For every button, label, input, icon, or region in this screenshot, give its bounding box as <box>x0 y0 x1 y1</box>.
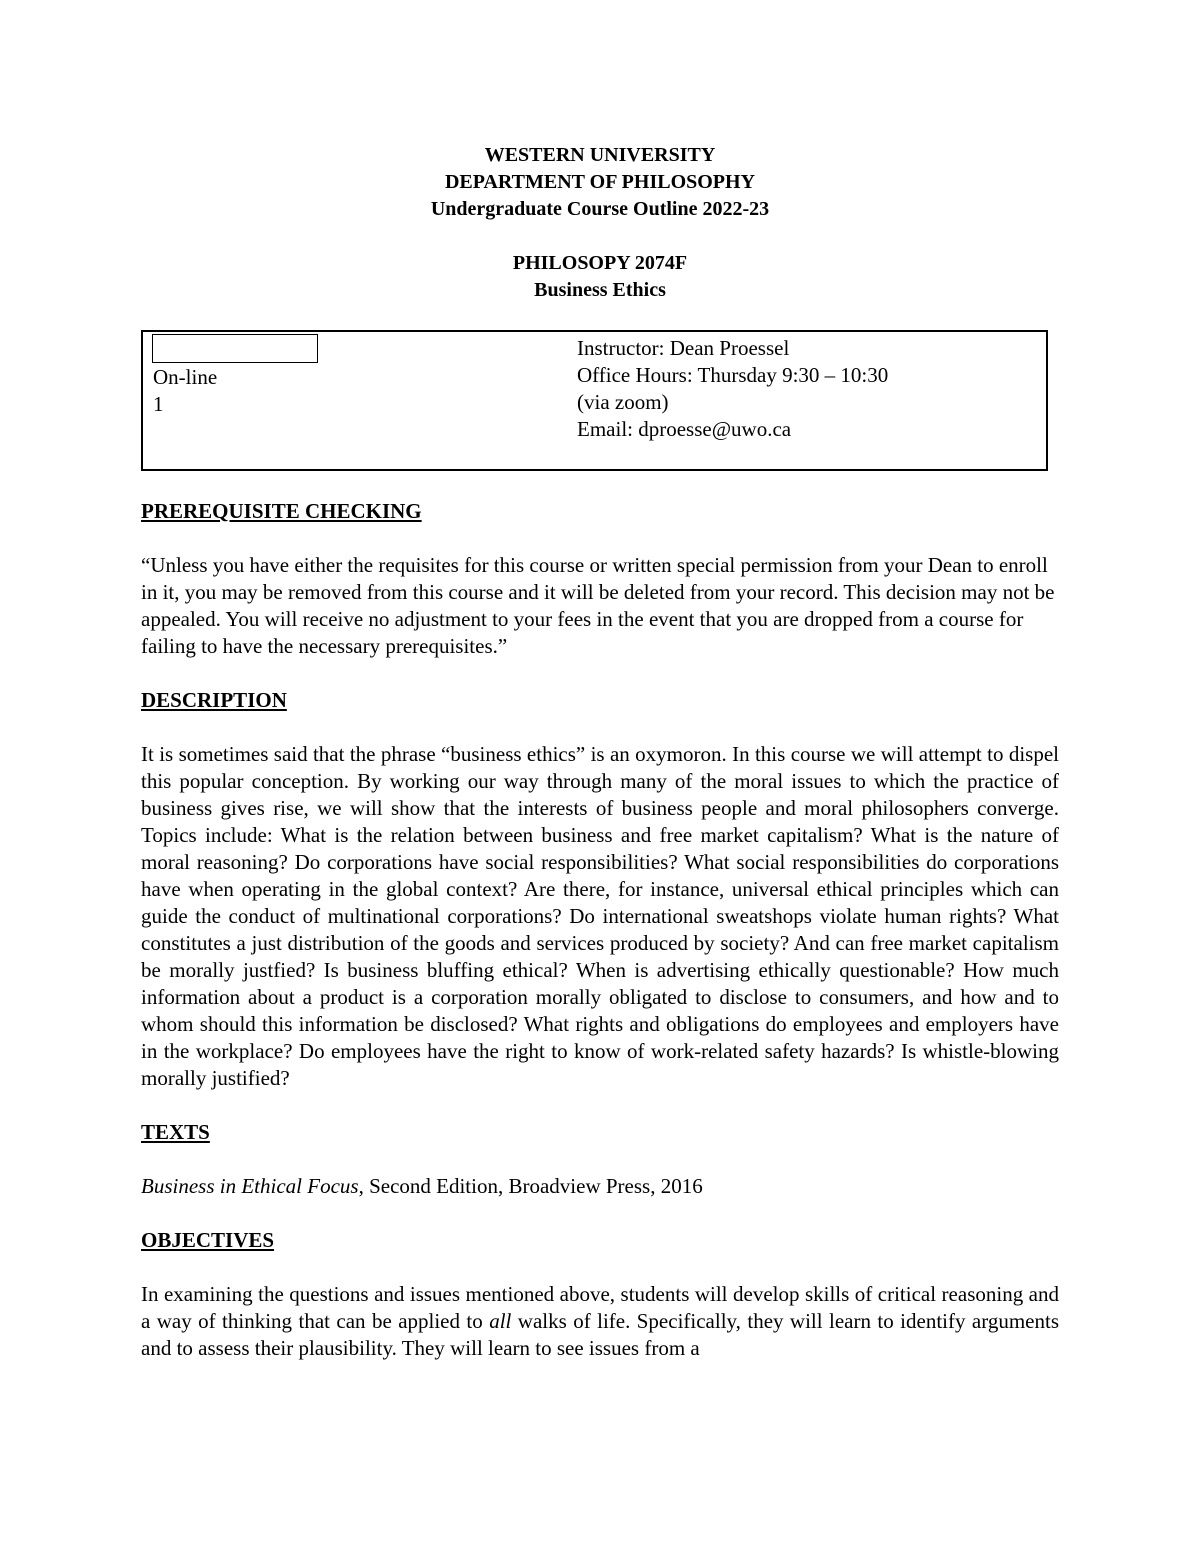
book-details: , Second Edition, Broadview Press, 2016 <box>358 1174 703 1198</box>
description-text: It is sometimes said that the phrase “business ethics” is an oxymoron. In this course we will attempt to dispel this popular conception. By working our way through many of the moral issues to which the practice of business gives rise, we will show that the interests of business people and moral philosophers converge. Topics include: What is the relation between business and free market capitalism? What is the nature of moral reasoning? Do corporations have social responsibilities? What social responsibilities do corporations have when operating in the global context? Are there, for instance, universal ethical principles which can guide the conduct of multinational corporations? Do international sweatshops violate human rights? What constitutes a just distribution of the goods and services produced by society? And can free market capitalism be morally justfied? Is business bluffing ethical? When is advertising ethically questionable? How much information about a product is a corporation morally obligated to disclose to consumers, and how and to whom should this information be disclosed? What rights and obligations do employees and employers have in the workplace? Do employees have the right to know of work-related safety hazards? Is whistle-blowing morally justified? <box>141 742 1059 1090</box>
instructor-name: Instructor: Dean Proessel <box>577 336 790 360</box>
university-name: WESTERN UNIVERSITY <box>484 144 716 166</box>
office-hours: Office Hours: Thursday 9:30 – 10:30 <box>577 363 889 387</box>
outline-title: Undergraduate Course Outline 2022-23 <box>430 198 770 220</box>
document-header <box>0 142 1200 304</box>
course-info-box <box>141 330 1048 471</box>
empty-field-box <box>152 334 318 363</box>
section-number: 1 <box>153 392 164 416</box>
texts-entry <box>141 1173 1059 1200</box>
texts-heading: TEXTS <box>141 1120 210 1144</box>
description-heading: DESCRIPTION <box>141 688 287 712</box>
book-title: Business in Ethical Focus <box>141 1174 359 1198</box>
delivery-mode: On-line <box>153 365 218 389</box>
course-title: Business Ethics <box>534 279 666 301</box>
prerequisite-text: “Unless you have either the requisites for this course or written special permission from your Dean to enroll in it, you may be removed from this course and it will be deleted from your record. This decision may not be appealed. You will receive no adjustment to your fees in the event that you are dropped from a course for failing to have the necessary prerequisites.” <box>141 553 1055 658</box>
office-hours-via: (via zoom) <box>577 390 669 414</box>
course-code: PHILOSOPY 2074F <box>512 252 688 274</box>
objectives-text-part: In examining the questions and issues mentioned above, students will develop skills of critical reasoning and a way of thinking that can be applied to <box>141 1282 1059 1333</box>
objectives-heading: OBJECTIVES <box>141 1228 275 1252</box>
document-body <box>141 498 1059 1389</box>
prerequisite-heading: PREREQUISITE CHECKING <box>141 499 422 523</box>
department-name: DEPARTMENT OF PHILOSOPHY <box>444 171 756 193</box>
objectives-emphasis: all <box>489 1309 512 1333</box>
objectives-text-part: walks of life. Specifically, they will learn to identify arguments and to assess their plausibility. They will learn to see issues from a <box>141 1309 1059 1360</box>
instructor-info <box>577 335 888 443</box>
instructor-email: Email: dproesse@uwo.ca <box>577 417 792 441</box>
objectives-text <box>141 1281 1059 1362</box>
course-delivery-info <box>153 364 217 418</box>
